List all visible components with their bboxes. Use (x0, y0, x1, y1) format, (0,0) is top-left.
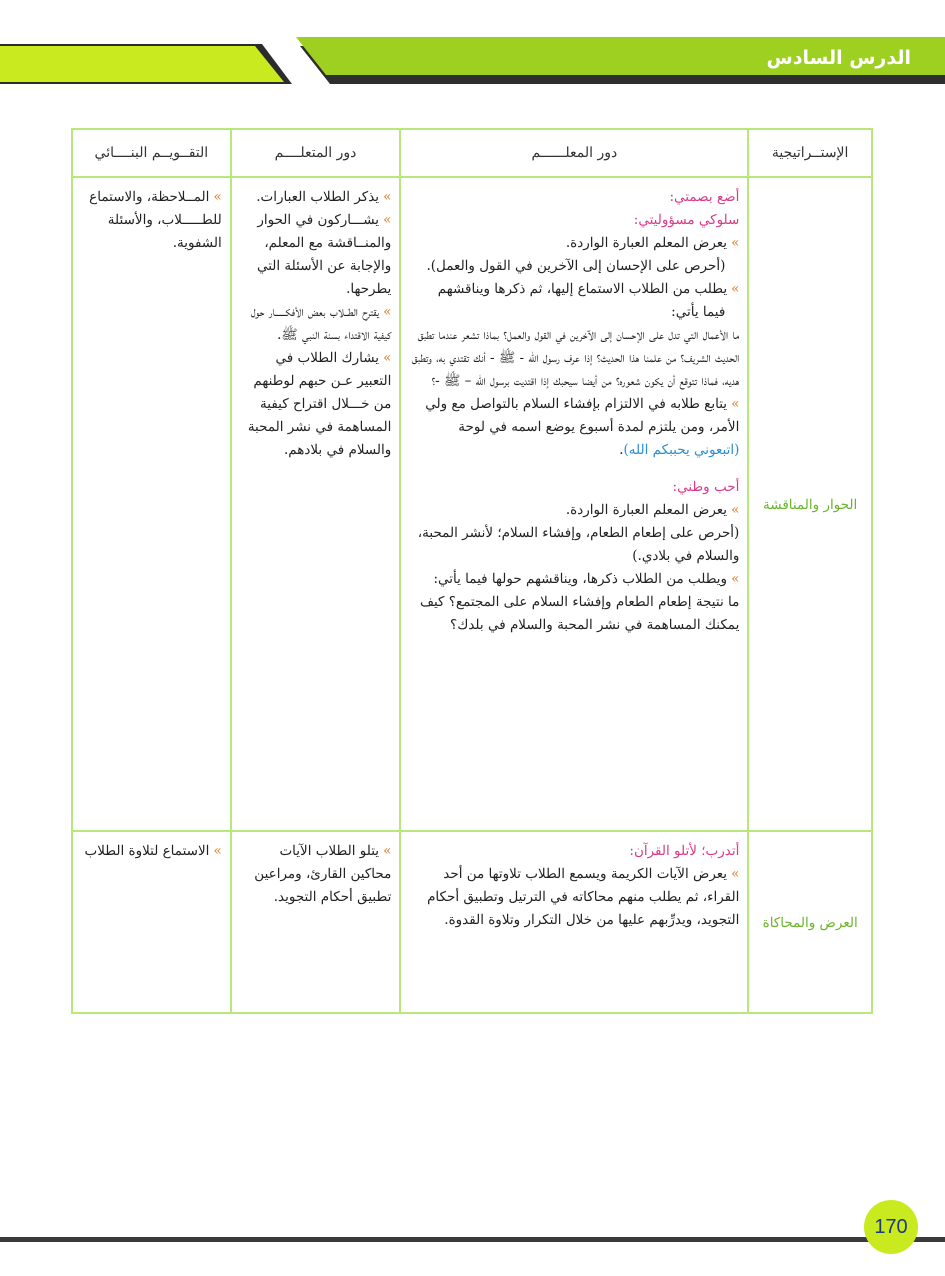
student-role-cell (231, 831, 401, 1013)
bullet-icon: » (383, 212, 392, 228)
list-item: »يعرض الآيات الكريمة ويسمع الطلاب تلاوتها من أحد القراء، ثم يطلب منهم محاكاته في الترتيل وتطبيق أحكام التجويد، ويدرِّبهم عليها من خلال التكرار وتلاوة القدوة. (427, 866, 740, 928)
evaluation-cell (72, 177, 231, 831)
section-heading: أحب وطني: (672, 479, 740, 495)
bullet-icon: » (731, 866, 740, 882)
section-heading: أضع بصمتي: (669, 189, 740, 205)
footer-rule (0, 1237, 870, 1242)
table-header-row (72, 129, 872, 177)
bullet-icon: » (383, 350, 392, 366)
bullet-icon: » (731, 235, 740, 251)
bullet-icon: » (383, 843, 392, 859)
list-item: »يذكر الطلاب العبارات. (256, 189, 392, 205)
header-strategy: الإستــراتيجية (748, 129, 872, 177)
list-item: »المــلاحظة، والاستماع للطـــــلاب، والأسئلة الشفوية. (89, 189, 222, 251)
header-teacher-role: دور المعلــــــم (400, 129, 748, 177)
list-item: »يتلو الطلاب الآيات محاكين القارئ، ومراعين تطبيق أحكام التجويد. (254, 843, 392, 905)
header-left-bar (0, 46, 284, 82)
student-role-cell (231, 177, 401, 831)
header-formative-evaluation: التقــويــم البنــــائي (72, 129, 231, 177)
list-item: »يطلب من الطلاب الاستماع إليها، ثم ذكرها ويناقشهم (437, 281, 740, 297)
table-row (72, 177, 872, 831)
bullet-icon: » (213, 843, 222, 859)
list-item: »يعرض المعلم العبارة الواردة. (565, 502, 740, 518)
list-item: »يتابع طلابه في الالتزام بإفشاء السلام بالتواصل مع ولي الأمر، ومن يلتزم لمدة أسبوع يوضع اسمه في لوحة (اتبعوني يحببكم الله). (425, 396, 740, 458)
footer-rule-right (912, 1237, 945, 1242)
list-item: »يعرض المعلم العبارة الواردة. (565, 235, 740, 251)
teacher-role-cell (400, 831, 748, 1013)
strategy-cell: الحوار والمناقشة (748, 177, 872, 831)
lesson-title: الدرس السادس (766, 47, 911, 69)
section-heading: أتدرب؛ لأتلو القرآن: (629, 843, 740, 859)
page-number-badge: 170 (864, 1200, 918, 1254)
bullet-icon: » (383, 189, 392, 205)
lesson-plan-table (71, 128, 873, 1014)
board-title: (اتبعوني يحببكم الله) (623, 442, 740, 458)
header-student-role: دور المتعلــــم (231, 129, 401, 177)
teacher-role-cell (400, 177, 748, 831)
bullet-icon: » (731, 502, 740, 518)
bullet-icon: » (213, 189, 222, 205)
question-paragraph: ما الأعمال التي تدل على الإحسان إلى الآخرين في القول والعمل؟ بماذا تشعر عندما تطبق الحديث الشريف؟ من علمنا هذا الحديث؟ إذا عرف رسول الله - ﷺ - أنك تقتدي به، وتطبق هديه، فماذا تتوقع أن يكون شعوره؟ من أيضا سيحبك إذا اقتديت برسول الله – ﷺ -؟ (411, 327, 740, 389)
list-item-continuation: فيما يأتي: (671, 304, 726, 320)
evaluation-cell (72, 831, 231, 1013)
question-paragraph: ما نتيجة إطعام الطعام وإفشاء السلام على المجتمع؟ كيف يمكنك المساهمة في نشر المحبة والسلام في بلدك؟ (419, 594, 740, 633)
strategy-cell: العرض والمحاكاة (748, 831, 872, 1013)
list-item: »يقترح الطــلاب بعض الأفكــــــار حول كيفية الاقتداء بسنة النبي ﷺ. (250, 304, 392, 343)
list-item: »يشـــاركون في الحوار والمنــاقشة مع المعلم، والإجابة عن الأسئلة التي يطرحها. (256, 212, 392, 297)
list-item: »يشارك الطلاب في التعبير عـن حبهم لوطنهم من خـــلال اقتراح كيفية المساهمة في نشر المحبة والسلام في بلادهم. (247, 350, 392, 458)
bullet-icon: » (383, 304, 392, 320)
list-item: »الاستماع لتلاوة الطلاب (84, 843, 222, 859)
list-item: »ويطلب من الطلاب ذكرها، ويناقشهم حولها فيما يأتي: (433, 571, 740, 587)
section-subheading: سلوكي مسؤوليتي: (633, 212, 740, 228)
bullet-icon: » (731, 396, 740, 412)
quote-text: (أحرص على إطعام الطعام، وإفشاء السلام؛ لأنشر المحبة، والسلام في بلادي.) (417, 525, 740, 564)
bullet-icon: » (731, 281, 740, 297)
quote-text: (أحرص على الإحسان إلى الآخرين في القول والعمل). (426, 258, 726, 274)
table-row (72, 831, 872, 1013)
bullet-icon: » (731, 571, 740, 587)
